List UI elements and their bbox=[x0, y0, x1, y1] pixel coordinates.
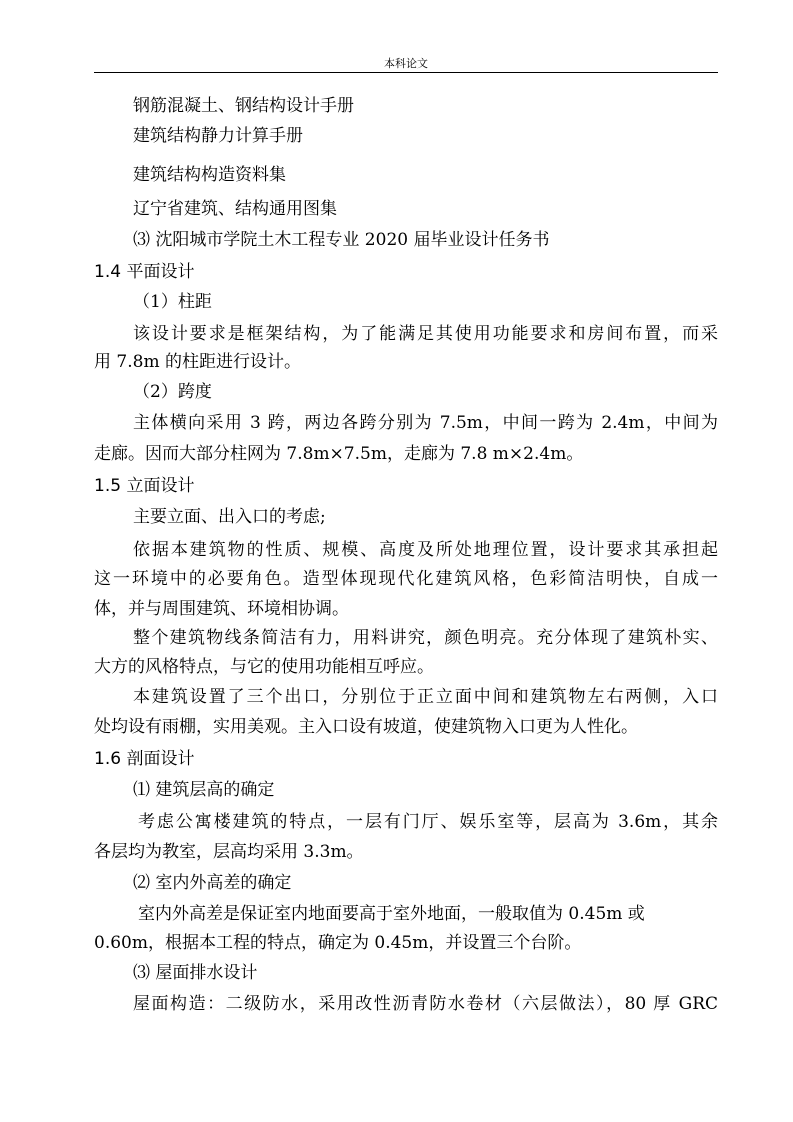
section-heading-1-6: 1.6 剖面设计 bbox=[94, 749, 195, 769]
subheading: ⑶ 屋面排水设计 bbox=[133, 963, 258, 983]
body-text: 0.60m，根据本工程的特点，确定为 0.45m，并设置三个台阶。 bbox=[94, 933, 582, 953]
subheading: ⑴ 建筑层高的确定 bbox=[133, 780, 275, 800]
reference-item: 钢筋混凝土、钢结构设计手册 bbox=[133, 96, 354, 116]
body-text: 这一环境中的必要角色。造型体现现代化建筑风格，色彩简洁明快，自成一 bbox=[94, 569, 718, 589]
section-heading-1-5: 1.5 立面设计 bbox=[94, 476, 195, 496]
body-text: 体，并与周围建筑、环境相协调。 bbox=[94, 599, 349, 619]
running-header: 本科论文 bbox=[384, 57, 428, 70]
body-text: 用 7.8m 的柱距进行设计。 bbox=[94, 352, 301, 372]
subheading: （2）跨度 bbox=[133, 382, 212, 402]
body-text: 大方的风格特点，与它的使用功能相互呼应。 bbox=[94, 657, 434, 677]
subheading: ⑵ 室内外高差的确定 bbox=[133, 873, 292, 893]
body-text: 主体横向采用 3 跨，两边各跨分别为 7.5m，中间一跨为 2.4m，中间为 bbox=[133, 413, 718, 433]
body-text: 走廊。因而大部分柱网为 7.8m×7.5m，走廊为 7.8 m×2.4m。 bbox=[94, 444, 584, 464]
body-text: 室内外高差是保证室内地面要高于室外地面，一般取值为 0.45m 或 bbox=[138, 904, 645, 924]
body-text: 考虑公寓楼建筑的特点，一层有门厅、娱乐室等，层高为 3.6m，其余 bbox=[138, 812, 718, 832]
reference-item: 建筑结构静力计算手册 bbox=[133, 126, 303, 146]
section-heading-1-4: 1.4 平面设计 bbox=[94, 262, 195, 282]
reference-item: 建筑结构构造资料集 bbox=[133, 165, 286, 185]
body-text: 该设计要求是框架结构，为了能满足其使用功能要求和房间布置，而采 bbox=[133, 324, 718, 344]
header-rule bbox=[94, 72, 718, 73]
body-text: 屋面构造：二级防水，采用改性沥青防水卷材（六层做法），80 厚 GRC bbox=[133, 994, 718, 1014]
reference-item: 辽宁省建筑、结构通用图集 bbox=[133, 199, 337, 219]
body-text: 整个建筑物线条简洁有力，用料讲究，颜色明亮。充分体现了建筑朴实、 bbox=[133, 628, 718, 648]
body-text: 主要立面、出入口的考虑; bbox=[133, 507, 326, 527]
body-text: 各层均为教室，层高均采用 3.3m。 bbox=[94, 842, 364, 862]
body-text: 处均设有雨棚，实用美观。主入口设有坡道，使建筑物入口更为人性化。 bbox=[94, 717, 638, 737]
reference-item: ⑶ 沈阳城市学院土木工程专业 2020 届毕业设计任务书 bbox=[133, 230, 550, 250]
body-text: 依据本建筑物的性质、规模、高度及所处地理位置，设计要求其承担起 bbox=[133, 540, 718, 560]
subheading: （1）柱距 bbox=[133, 292, 212, 312]
body-text: 本建筑设置了三个出口，分别位于正立面中间和建筑物左右两侧，入口 bbox=[133, 687, 718, 707]
